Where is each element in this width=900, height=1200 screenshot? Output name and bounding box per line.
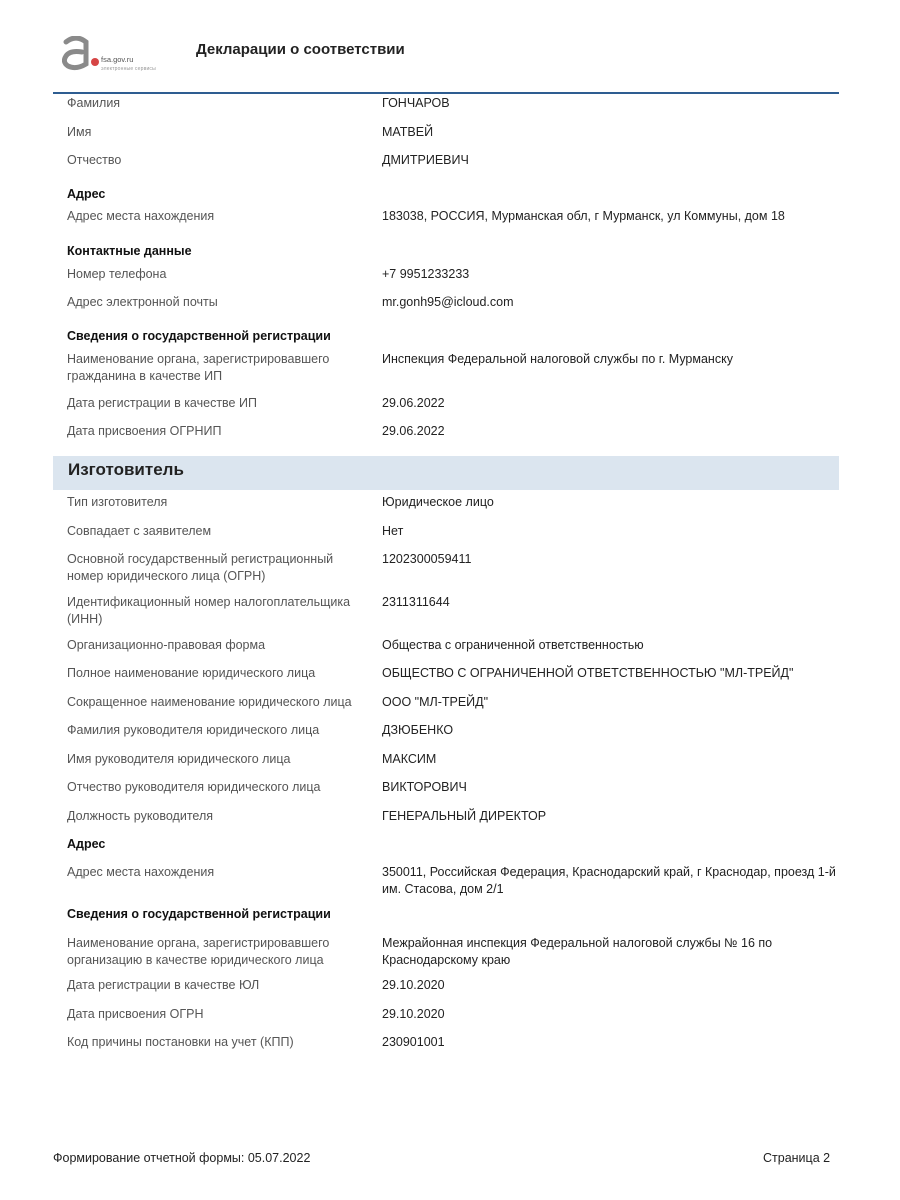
logo-subtitle: электронные сервисы (101, 66, 156, 72)
field-value: 29.06.2022 (382, 424, 445, 438)
field-label: Дата присвоения ОГРНИП (67, 424, 222, 438)
field-label: Отчество (67, 153, 122, 167)
section-header-manufacturer (53, 456, 839, 490)
field-label: Тип изготовителя (67, 495, 168, 509)
field-value: 1202300059411 (382, 552, 472, 566)
field-label: Код причины постановки на учет (КПП) (67, 1035, 294, 1049)
field-label: Сокращенное наименование юридического лица (67, 695, 352, 709)
field-label: Адрес места нахождения (67, 865, 215, 879)
field-value: 29.10.2020 (382, 978, 445, 992)
field-value: 29.10.2020 (382, 1007, 445, 1021)
field-label: Должность руководителя (67, 809, 214, 823)
field-value: ГОНЧАРОВ (382, 96, 450, 110)
field-value: 2311311644 (382, 595, 450, 609)
header-divider (53, 92, 839, 94)
report-generated-date: Формирование отчетной формы: 05.07.2022 (53, 1151, 311, 1165)
field-label: Фамилия руководителя юридического лица (67, 723, 320, 737)
field-value: 29.06.2022 (382, 396, 445, 410)
field-value: ВИКТОРОВИЧ (382, 780, 467, 794)
field-value: Юридическое лицо (382, 495, 494, 509)
field-label: Совпадает с заявителем (67, 524, 212, 538)
field-value: МАТВЕЙ (382, 125, 434, 139)
field-label: Адрес места нахождения (67, 209, 215, 223)
field-value: ДЗЮБЕНКО (382, 723, 454, 737)
field-label: Организационно-правовая форма (67, 638, 266, 652)
field-label: Имя руководителя юридического лица (67, 752, 291, 766)
field-value: ОБЩЕСТВО С ОГРАНИЧЕННОЙ ОТВЕТСТВЕННОСТЬЮ "МЛ-ТРЕЙД" (382, 666, 794, 680)
field-value: МАКСИМ (382, 752, 437, 766)
applicant-address-heading: Адрес (67, 187, 106, 201)
field-label: Дата регистрации в качестве ИП (67, 396, 257, 410)
contacts-heading: Контактные данные (67, 244, 192, 258)
field-value: ДМИТРИЕВИЧ (382, 153, 469, 167)
field-label: Имя (67, 125, 92, 139)
field-value: Инспекция Федеральной налоговой службы по г. Мурманску (382, 352, 733, 366)
field-value: 183038, РОССИЯ, Мурманская обл, г Мурманск, ул Коммуны, дом 18 (382, 209, 785, 223)
field-label: Дата присвоения ОГРН (67, 1007, 204, 1021)
field-value: Общества с ограниченной ответственностью (382, 638, 644, 652)
field-label: Отчество руководителя юридического лица (67, 780, 321, 794)
field-label: Полное наименование юридического лица (67, 666, 316, 680)
field-label: Адрес электронной почты (67, 295, 218, 309)
field-label: Идентификационный номер налогоплательщика (ИНН) (67, 595, 351, 626)
field-label: Наименование органа, зарегистрировавшего организацию в качестве юридического лица (67, 936, 330, 967)
field-value: ООО "МЛ-ТРЕЙД" (382, 695, 489, 709)
field-value: +7 9951233233 (382, 267, 470, 281)
page-number: Страница 2 (763, 1151, 831, 1165)
logo-site-text: fsa.gov.ru (101, 55, 134, 64)
field-value: Межрайонная инспекция Федеральной налоговой службы № 16 по Краснодарскому краю (382, 936, 773, 967)
field-value: 230901001 (382, 1035, 445, 1049)
page-header (0, 0, 900, 93)
applicant-registration-heading: Сведения о государственной регистрации (67, 329, 331, 343)
field-value: Нет (382, 524, 404, 538)
field-label: Дата регистрации в качестве ЮЛ (67, 978, 260, 992)
page-title: Декларации о соответствии (196, 41, 405, 58)
manufacturer-registration-heading: Сведения о государственной регистрации (67, 907, 331, 921)
field-label: Основной государственный регистрационный номер юридического лица (ОГРН) (67, 552, 334, 583)
field-value: 350011, Российская Федерация, Краснодарский край, г Краснодар, проезд 1-й им. Стасова, дом 2/1 (382, 865, 836, 896)
field-label: Фамилия (67, 96, 121, 110)
field-label: Наименование органа, зарегистрировавшего гражданина в качестве ИП (67, 352, 330, 383)
field-value: ГЕНЕРАЛЬНЫЙ ДИРЕКТОР (382, 809, 547, 823)
section-title: Изготовитель (68, 460, 184, 479)
field-label: Номер телефона (67, 267, 167, 281)
field-value: mr.gonh95@icloud.com (382, 295, 514, 309)
manufacturer-address-heading: Адрес (67, 837, 106, 851)
